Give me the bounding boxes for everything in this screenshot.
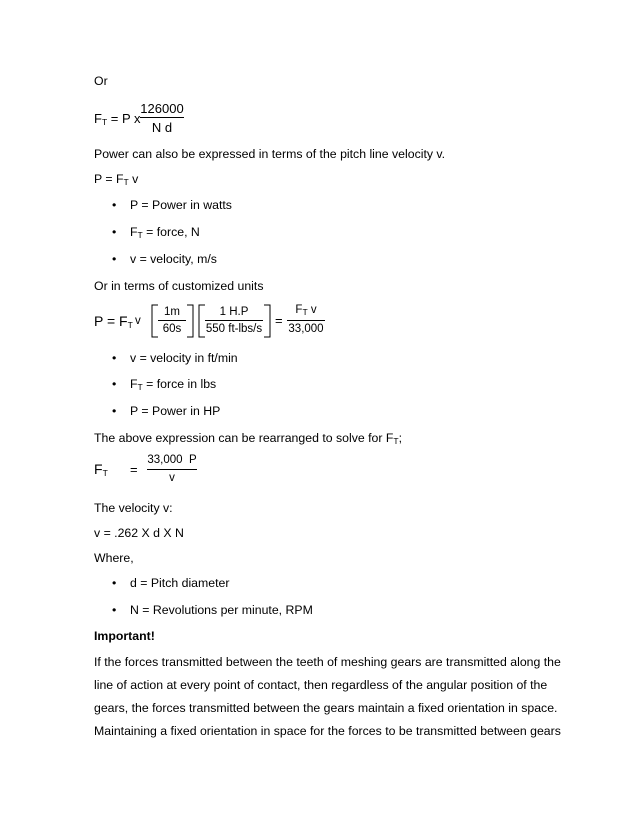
rearranged-text: The above expression can be rearranged to solve for $F_T$; [94, 431, 403, 446]
bullet-icon: • [112, 603, 117, 617]
paragraph-line: gears, the forces transmitted between the gears maintain a fixed orientation in space. [94, 701, 558, 715]
bullet-icon: • [112, 351, 117, 365]
eq3-result-numerator: $F_T$ v [295, 304, 317, 317]
bullet-icon: • [112, 404, 117, 418]
power-equation: $P = F_T$ v [94, 172, 139, 187]
eq4-numerator: 33,000 P [147, 454, 197, 466]
eq3-lhs: $P = F_T$ [94, 313, 133, 330]
eq3-f2-numerator: 1 H.P [219, 306, 249, 318]
eq3-f1-numerator: 1m [164, 306, 180, 318]
eq3-v: v [135, 315, 141, 327]
where-text: Where, [94, 551, 134, 565]
list-item: v = velocity, m/s [130, 252, 217, 266]
bullet-icon: • [112, 377, 117, 391]
custom-units-text: Or in terms of customized units [94, 279, 264, 293]
right-bracket-icon [186, 304, 194, 338]
eq3-f2-denominator: 550 ft-lbs/s [205, 323, 263, 335]
eq3-result-denominator: 33,000 [288, 323, 324, 335]
eq3-f1-bar [158, 320, 186, 321]
eq3-result-bar [287, 320, 325, 321]
list-item: d = Pitch diameter [130, 576, 230, 590]
eq4-fraction-bar [147, 469, 197, 470]
eq1-fraction-bar [140, 117, 184, 118]
velocity-equation: v = .262 X d X N [94, 526, 184, 540]
bullet-icon: • [112, 576, 117, 590]
eq3-f1-denominator: 60s [162, 323, 182, 335]
list-item: $F_T$ = force in lbs [130, 377, 217, 392]
important-heading: Important! [94, 629, 155, 643]
list-item: P = Power in watts [130, 198, 232, 212]
list-item: v = velocity in ft/min [130, 351, 238, 365]
paragraph-line: line of action at every point of contact, then regardless of the angular position of the [94, 678, 548, 692]
eq1-numerator: 126000 [140, 101, 184, 116]
power-intro-text: Power can also be expressed in terms of the pitch line velocity v. [94, 147, 446, 161]
list-item: N = Revolutions per minute, RPM [130, 603, 313, 617]
bullet-icon: • [112, 198, 117, 212]
eq4-denominator: v [169, 472, 175, 484]
eq1-denominator: N d [151, 120, 173, 135]
bullet-icon: • [112, 225, 117, 239]
bullet-icon: • [112, 252, 117, 266]
eq3-f2-bar [205, 320, 263, 321]
velocity-label: The velocity v: [94, 501, 173, 515]
eq3-equals: = [275, 313, 283, 328]
right-bracket-icon [263, 304, 271, 338]
eq4-lhs: $F_T$ [94, 461, 108, 478]
list-item: P = Power in HP [130, 404, 221, 418]
eq4-equals: = [130, 462, 138, 477]
or-text: Or [94, 74, 108, 88]
paragraph-line: If the forces transmitted between the teeth of meshing gears are transmitted along the [94, 655, 561, 669]
paragraph-line: Maintaining a fixed orientation in space for the forces to be transmitted between gears [94, 724, 561, 738]
eq1-lhs: $F_T = P$ x [94, 111, 141, 127]
list-item: $F_T$ = force, N [130, 225, 200, 240]
